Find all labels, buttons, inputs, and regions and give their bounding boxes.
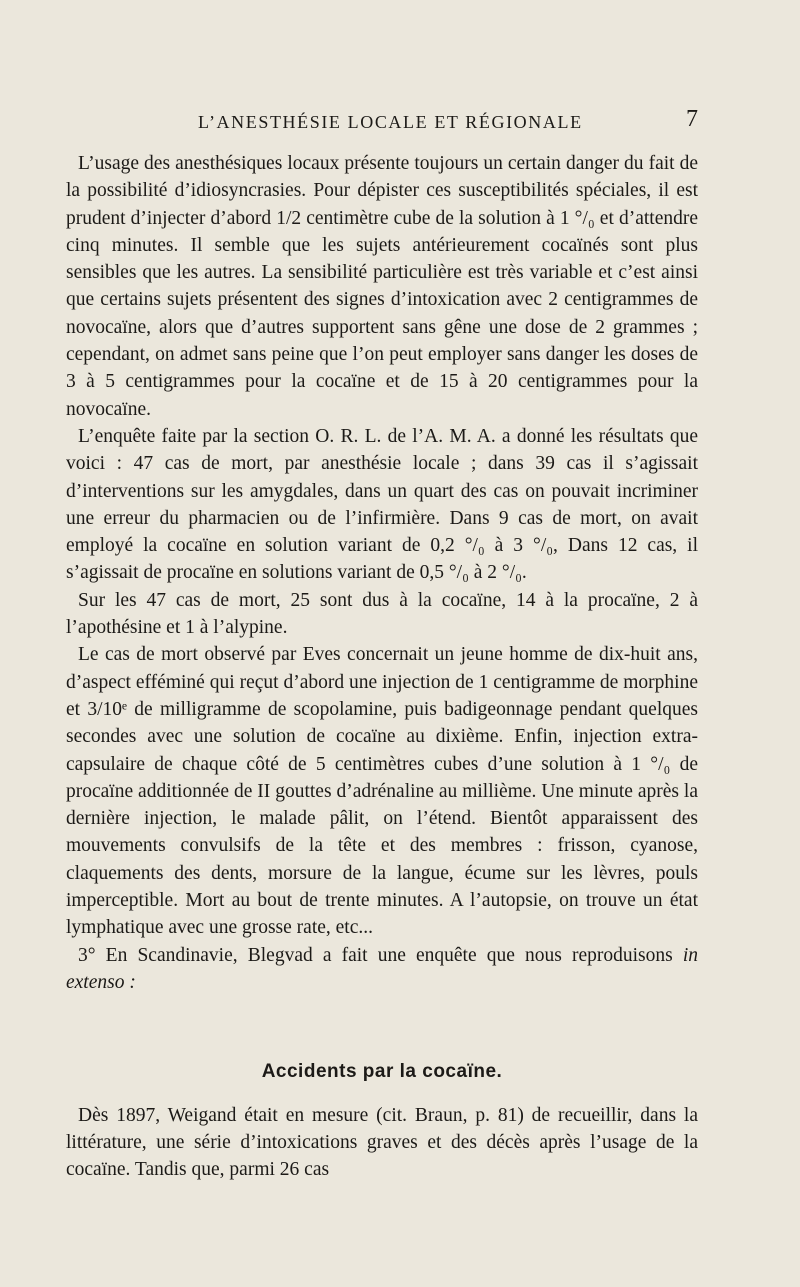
section-spacer: [66, 996, 698, 1058]
section-paragraph: Dès 1897, Weigand était en mesure (cit. Braun, p. 81) de recueillir, dans la littérature, une série d’intoxications graves et des décès après l’usage de la cocaïne. Tandis que, parmi 26 cas: [66, 1104, 698, 1181]
paragraph-5-text: 3° En Scandinavie, Blegvad a fait une enquête que nous reproduisons: [78, 944, 683, 966]
section-heading: Accidents par la cocaïne.: [261, 1061, 503, 1083]
paragraph-1: L’usage des anesthésiques locaux présente toujours un certain danger du fait de la possibilité d’idiosyncrasies. Pour dépister ces susceptibilités spéciales, il est prudent d’injecter d’abord 1/2 centimètre cube de la solution à 1 °/₀ et d’attendre cinq minutes. Il semble que les sujets antérieurement cocaïnés sont plus sensibles que les autres. La sensibilité particulière est très variable et c’est ainsi que certains sujets présentent des signes d’intoxication avec 2 centigrammes de novocaïne, alors que d’autres supportent sans gêne une dose de 2 grammes ; cependant, on admet sans peine que l’on peut employer sans danger les doses de 3 à 5 centigrammes pour la cocaïne et de 15 à 20 centigrammes pour la novocaïne.: [66, 153, 698, 420]
paragraph-5: [66, 942, 698, 997]
paragraph-3: Sur les 47 cas de mort, 25 sont dus à la cocaïne, 14 à la procaïne, 2 à l’apothésine et 1 à l’alypine.: [66, 589, 698, 639]
running-title: L’ANESTHÉSIE LOCALE ET RÉGIONALE: [198, 112, 583, 132]
paragraph-5-italic: in extenso :: [66, 944, 698, 993]
paragraph-4: Le cas de mort observé par Eves concernait un jeune homme de dix-huit ans, d’aspect efféminé qui reçut d’abord une injection de 1 centigramme de morphine et 3/10ᵉ de milligramme de scopolamine, puis badigeonnage pendant quelques secondes avec une solution de cocaïne au dixième. Enfin, injection extra-capsulaire de chaque côté de 5 centimètres cubes d’une solution à 1 °/₀ de procaïne additionnée de II gouttes d’adrénaline au millième. Une minute après la dernière injection, le malade pâlit, on l’étend. Bientôt apparaissent des mouvements convulsifs de la tête et des membres : frisson, cyanose, claquements des dents, morsure de la langue, écume sur les lèvres, pouls imperceptible. Mort au bout de trente minutes. A l’autopsie, on trouve un état lymphatique avec une grosse rate, etc...: [66, 644, 698, 939]
paragraph-2: L’enquête faite par la section O. R. L. de l’A. M. A. a donné les résultats que voici : 47 cas de mort, par anesthésie locale ; dans 39 cas il s’agissait d’interventions sur les amygdales, dans un quart des cas on pouvait incriminer une erreur du pharmacien ou de l’infirmière. Dans 9 cas de mort, on avait employé la cocaïne en solution variant de 0,2 °/₀ à 3 °/₀, Dans 12 cas, il s’agissait de procaïne en solutions variant de 0,5 °/₀ à 2 °/₀.: [66, 425, 698, 584]
page-number: 7: [686, 106, 698, 132]
body-text: [66, 150, 698, 1183]
